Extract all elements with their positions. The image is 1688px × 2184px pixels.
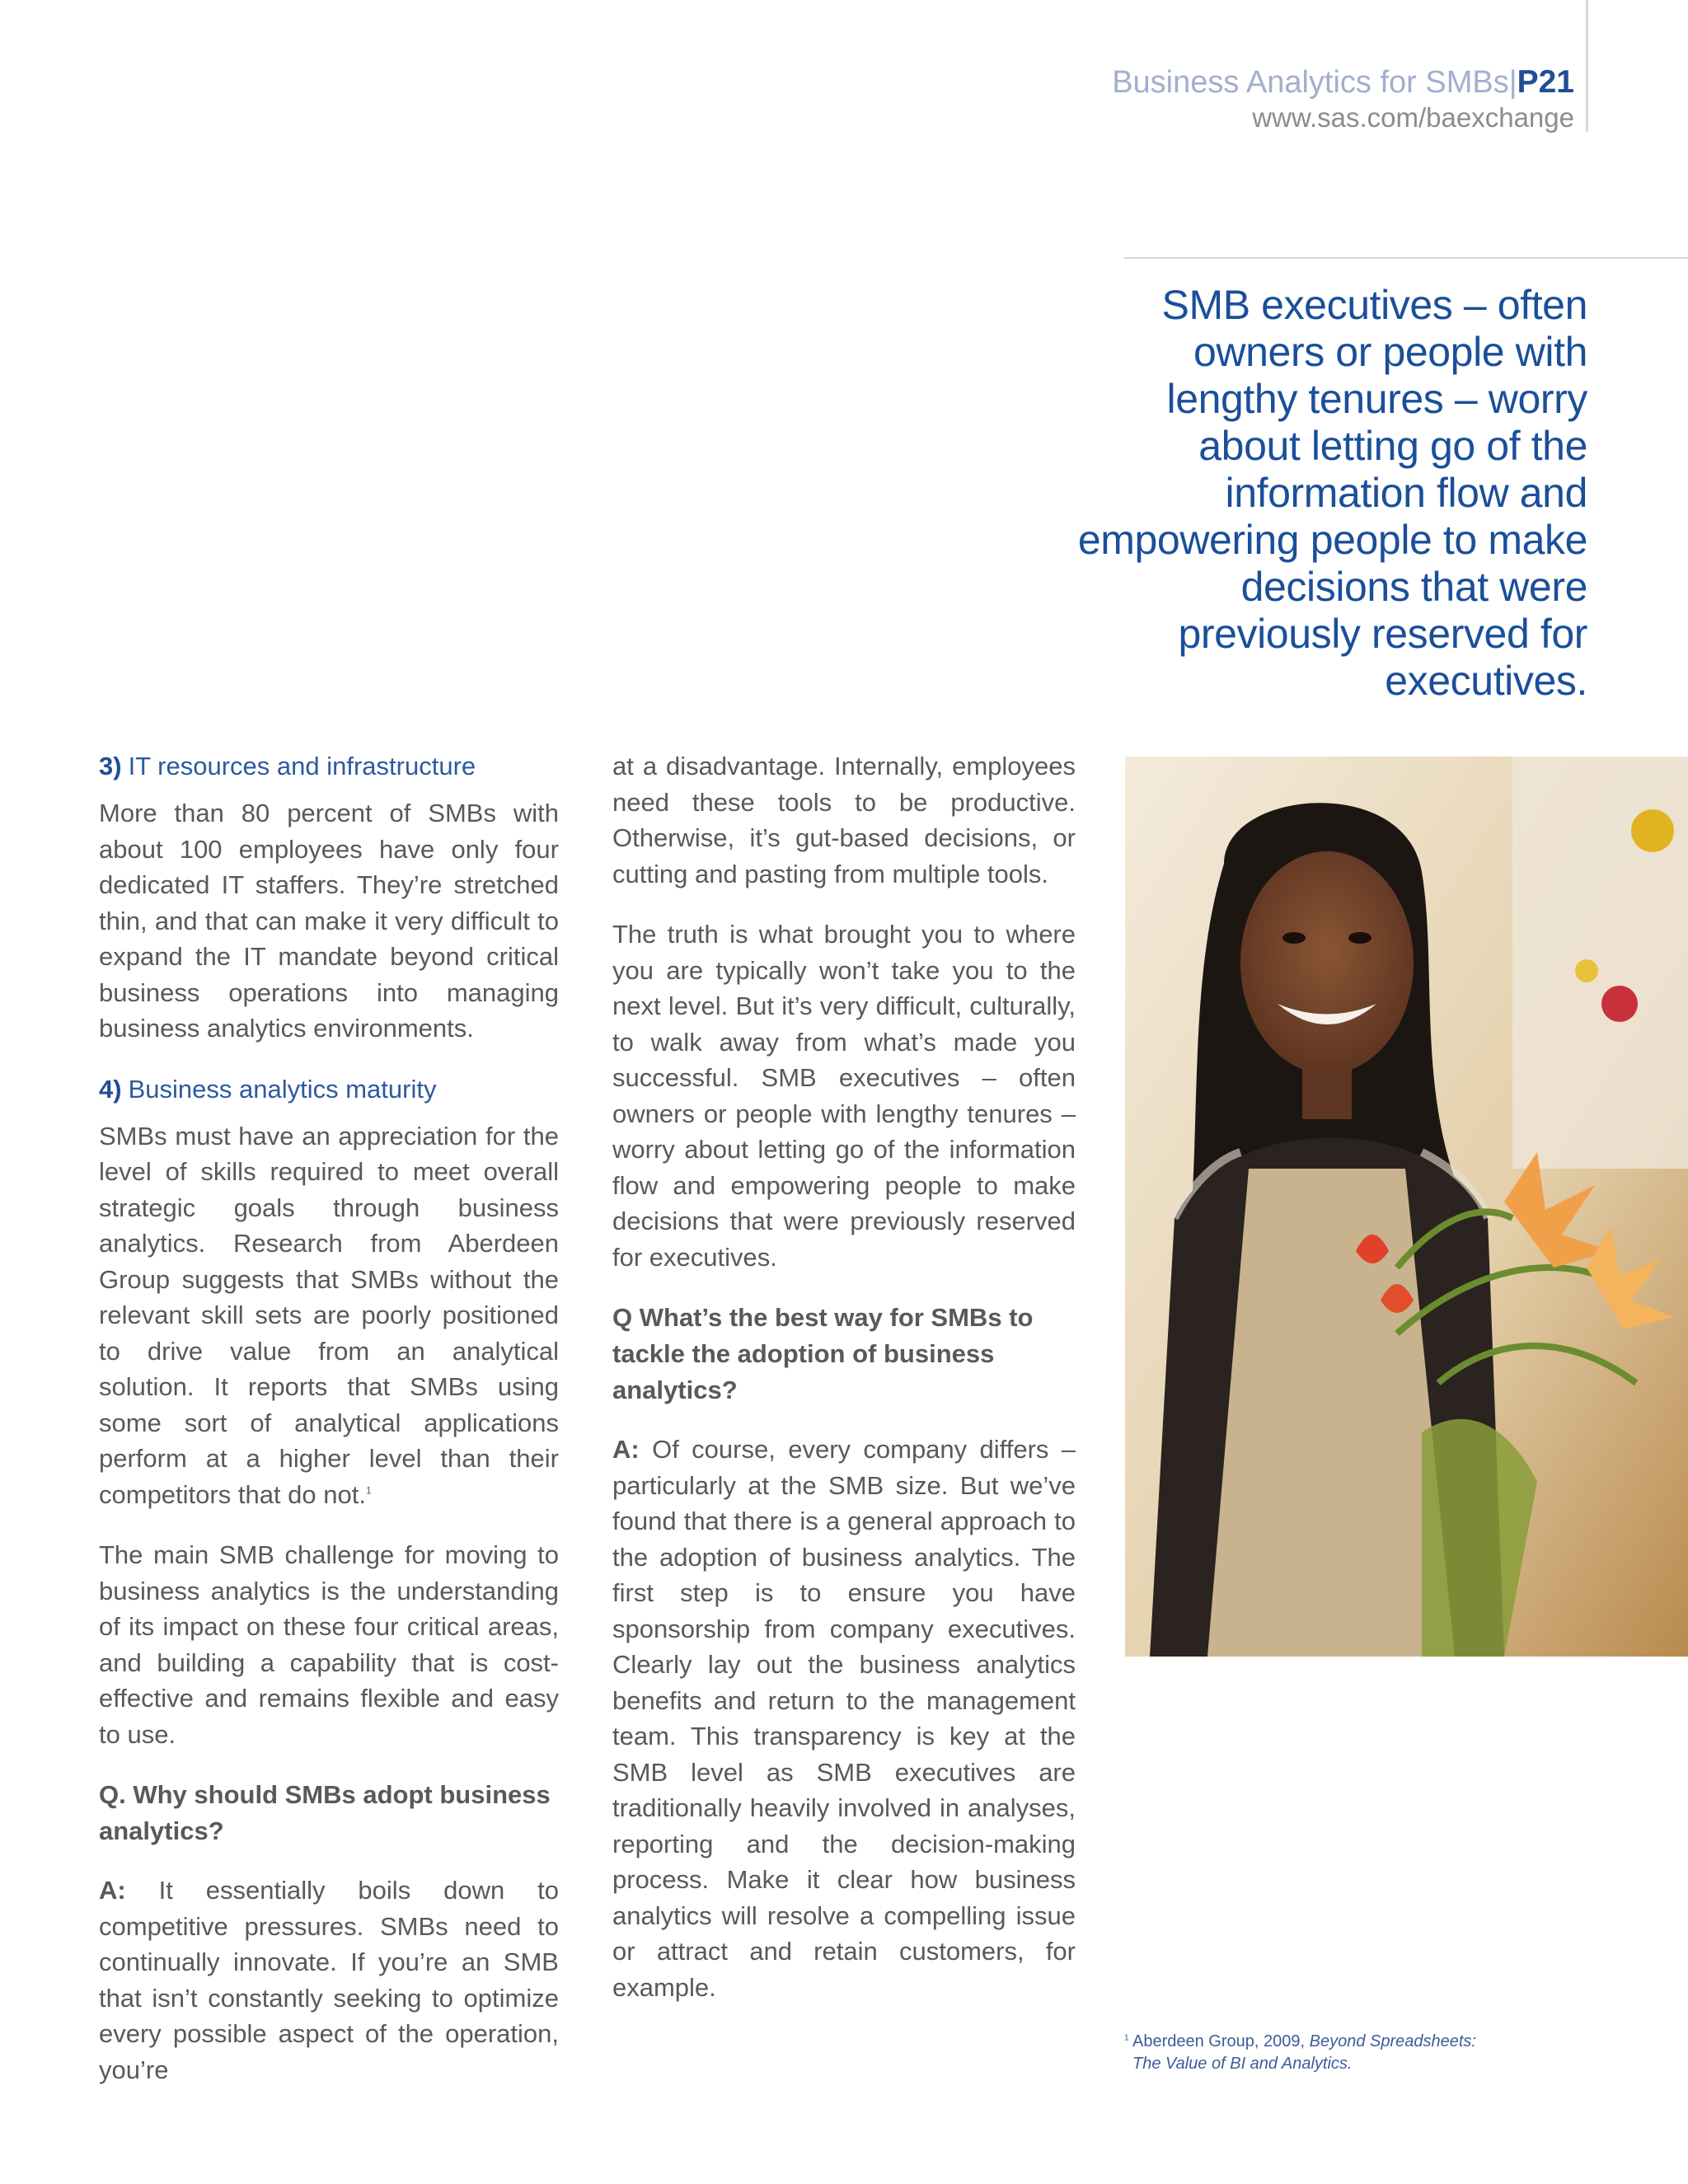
- text-column-2: [612, 748, 1076, 2030]
- neck: [1302, 1062, 1352, 1119]
- sunflower: [1631, 809, 1674, 852]
- section-3-body: More than 80 percent of SMBs with about 100 employees have only four dedicated IT staffers. They’re stretched thin, and that can make it very difficult to expand the IT mandate beyond critical business operations into managing business analytics environments.: [99, 799, 559, 1043]
- footnote-marker: 1: [1124, 2033, 1129, 2043]
- face: [1240, 851, 1414, 1074]
- answer-text: Of course, every company differs – particularly at the SMB size. But we’ve found that there is a general approach to the adoption of business analytics. The first step is to ensure you have sponsorship from company executives. Clearly lay out the business analytics benefits and return to the management team. This transparency is key at the SMB level as SMB executives are traditionally heavily involved in analyses, reporting and the decision-making process. Make it clear how business analytics will resolve a compelling issue or attract and retain customers, for example.: [612, 1435, 1076, 2002]
- title-separator: |: [1508, 65, 1517, 100]
- pullquote-rule: [1124, 257, 1688, 259]
- question-2: [612, 1300, 1076, 1408]
- section-title: Business analytics maturity: [128, 1074, 437, 1104]
- footnote-title-line-1: Beyond Spreadsheets:: [1309, 2032, 1476, 2050]
- section-4-text: SMBs must have an appreciation for the level of skills required to meet overall strategic goals through business analytics. Research from Aberdeen Group suggests that SMBs without the relevant skill sets are poorly positioned to drive value from an analytical solution. It reports that SMBs using some sort of analytical applications perform at a higher level than their competitors that do not.: [99, 1121, 559, 1509]
- section-heading-3: [99, 748, 559, 784]
- page-header: [1112, 64, 1574, 134]
- footnote-ref: 1: [365, 1484, 372, 1497]
- section-4-body: [99, 1118, 559, 1513]
- answer-prefix: A:: [99, 1876, 126, 1905]
- section-number: 3): [99, 752, 122, 780]
- answer-2: [612, 1432, 1076, 2005]
- challenge-paragraph: The main SMB challenge for moving to business analytics is the understanding of its impact on these four critical areas, and building a capability that is cost-effective and remains flexible and easy to use.: [99, 1540, 559, 1749]
- question-1: [99, 1777, 559, 1849]
- answer-1-continued: at a disadvantage. Internally, employees need these tools to be productive. Otherwise, it’s gut-based decisions, or cutting and pasting from multiple tools.: [612, 752, 1076, 888]
- pull-quote: SMB executives – often owners or people with lengthy tenures – worry about letting go of the information flow and empowering people to make decisions that were previously reserved for executives.: [1077, 282, 1587, 704]
- answer-text: It essentially boils down to competitive pressures. SMBs need to continually innovate. If you’re an SMB that isn’t constantly seeking to optimize every possible aspect of the operation, you’re: [99, 1876, 559, 2084]
- left-eye: [1282, 932, 1306, 944]
- section-number: 4): [99, 1074, 122, 1104]
- section-heading-4: [99, 1071, 559, 1107]
- question-prefix: Q: [612, 1303, 633, 1332]
- question-text: Why should SMBs adopt business analytics?: [99, 1780, 551, 1845]
- section-title: IT resources and infrastructure: [128, 752, 476, 780]
- text-column-1: [99, 748, 559, 2112]
- footnote: [1124, 2031, 1520, 2075]
- answer-1: [99, 1872, 559, 2088]
- footnote-source: Aberdeen Group, 2009,: [1132, 2032, 1306, 2050]
- website-url[interactable]: www.sas.com/baexchange: [1252, 102, 1574, 133]
- header-vertical-rule: [1586, 0, 1588, 132]
- publication-title: Business Analytics for SMBs: [1112, 65, 1509, 100]
- question-prefix: Q.: [99, 1780, 126, 1809]
- yellow-flower: [1575, 959, 1598, 982]
- florist-photo: [1125, 757, 1688, 1657]
- right-eye: [1348, 932, 1372, 944]
- page-number: P21: [1517, 64, 1574, 100]
- footnote-title-line-2: The Value of BI and Analytics.: [1132, 2055, 1353, 2073]
- answer-prefix: A:: [612, 1435, 640, 1464]
- publication-title-line: [1112, 64, 1574, 101]
- question-text: What’s the best way for SMBs to tackle the adoption of business analytics?: [612, 1303, 1034, 1404]
- truth-paragraph: The truth is what brought you to where you are typically won’t take you to the next level. But it’s very difficult, culturally, to walk away from what’s made you successful. SMB executives – often owners or people with lengthy tenures – worry about letting go of the information flow and empowering people to make decisions that were previously reserved for executives.: [612, 920, 1076, 1272]
- red-flower: [1601, 986, 1638, 1022]
- florist-illustration: [1125, 757, 1688, 1657]
